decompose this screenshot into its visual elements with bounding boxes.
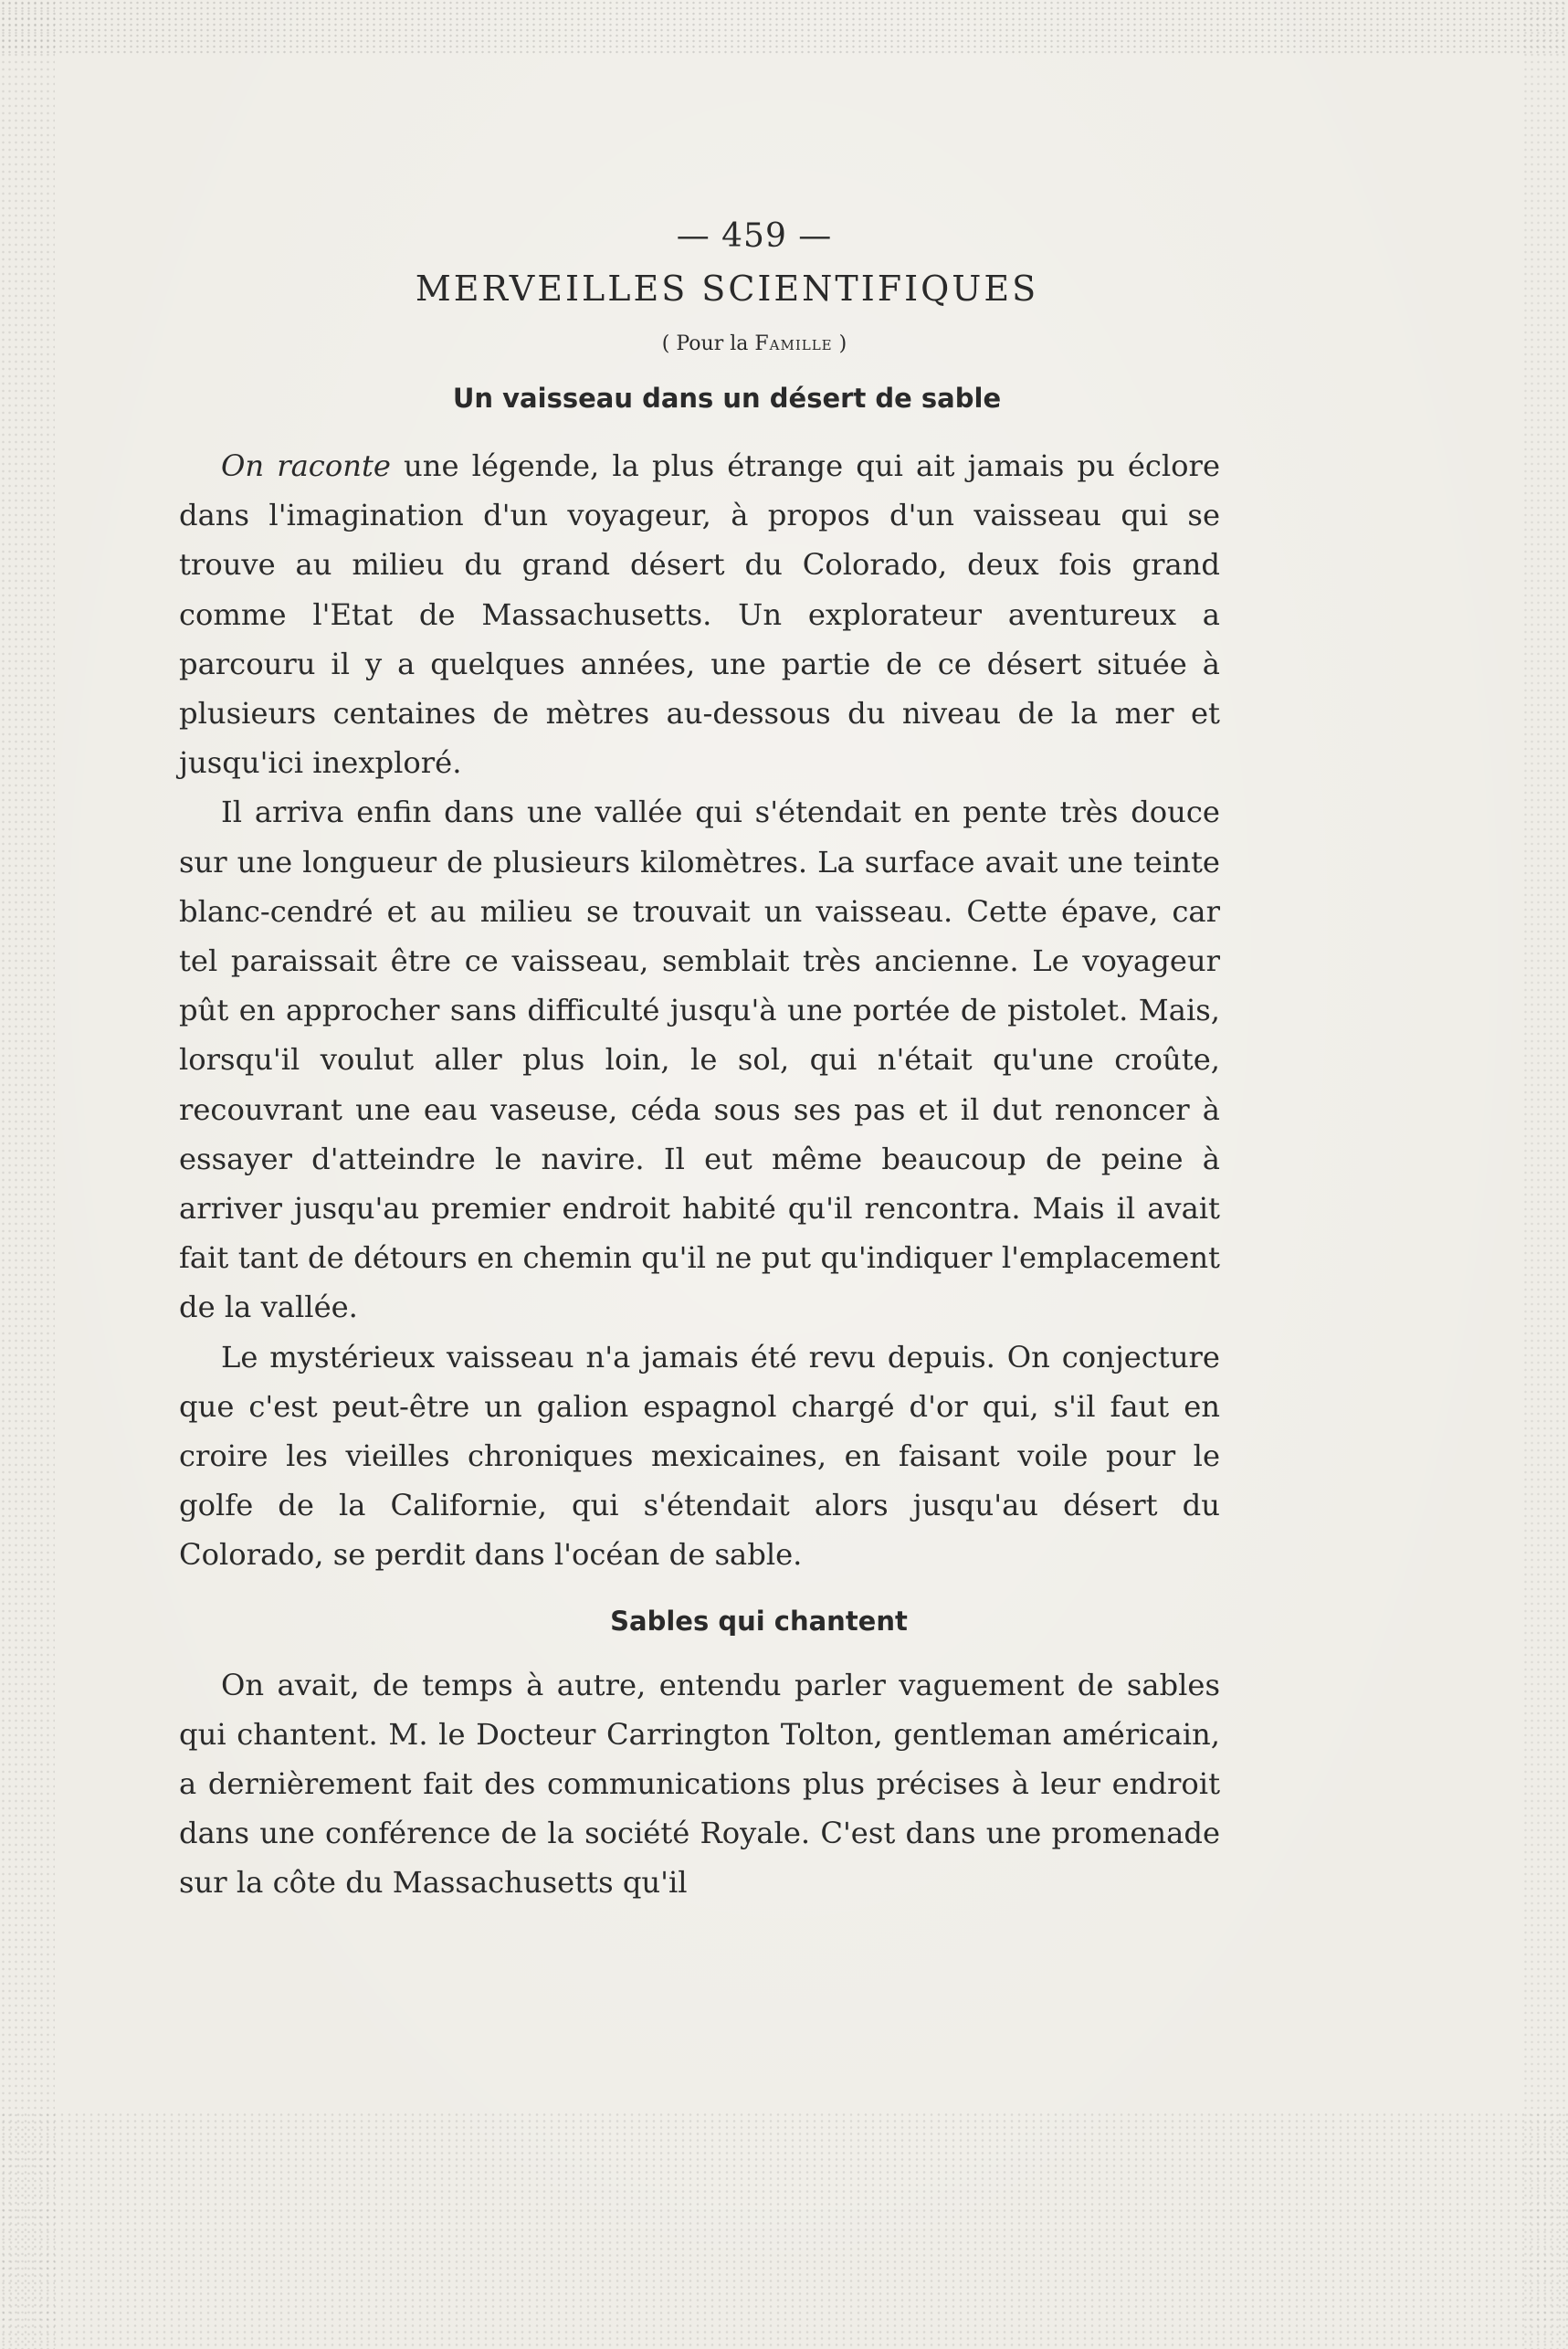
section-heading-vaisseau: Un vaisseau dans un désert de sable <box>452 383 1002 414</box>
paragraph-1 <box>179 441 1220 787</box>
subtitle-prefix: ( Pour la <box>661 332 755 355</box>
scan-noise-bottom <box>0 2112 1568 2349</box>
subtitle-suffix: ) <box>832 332 847 355</box>
paragraph-3: Le mystérieux vaisseau n'a jamais été revu depuis. On conjecture que c'est peut-être un galion espagnol chargé d'or qui, s'il faut en croire les vieilles chroniques mexicaines, en faisant voile pour le golfe de la Californie, qui s'étendait alors jusqu'au désert du Colorado, se perdit dans l'océan de sable. <box>179 1339 1220 1573</box>
page-subtitle <box>179 332 1220 355</box>
scan-noise-left <box>0 0 55 2349</box>
section-heading-sables: Sables qui chantent <box>610 1605 908 1637</box>
page-text <box>179 212 1220 1908</box>
scan-noise-right <box>1522 0 1568 2349</box>
subtitle-famille: Famille <box>754 332 833 355</box>
page-number: — 459 — <box>676 217 833 255</box>
scan-noise-top <box>0 0 1568 55</box>
page-title: MERVEILLES SCIENTIFIQUES <box>415 269 1039 309</box>
paragraph-4: On avait, de temps à autre, entendu parler vaguement de sables qui chantent. M. le Docteur Carrington Tolton, gentleman américain, a dernièrement fait des communications plus précises à leur endroit dans une conférence de la société Royale. C'est dans une promenade sur la côte du Massachusetts qu'il <box>179 1667 1220 1901</box>
paragraph-2: Il arriva enfin dans une vallée qui s'étendait en pente très douce sur une longueur de plusieurs kilomètres. La surface avait une teinte blanc-cendré et au milieu se trouvait un vaisseau. Cette épave, car tel paraissait être ce vaisseau, semblait très ancienne. Le voyageur pût en approcher sans difficulté jusqu'à une portée de pistolet. Mais, lorsqu'il voulut aller plus loin, le sol, qui n'était qu'une croûte, recouvrant une eau vaseuse, céda sous ses pas et il dut renoncer à essayer d'atteindre le navire. Il eut même beaucoup de peine à arriver jusqu'au premier endroit habité qu'il rencontra. Mais il avait fait tant de détours en chemin qu'il ne put qu'indiquer l'emplacement de la vallée. <box>179 795 1220 1325</box>
paragraph-1-italic-opening: On raconte <box>221 448 391 483</box>
paragraph-1-body: une légende, la plus étrange qui ait jamais pu éclore dans l'imagination d'un voyageur, à propos d'un vaisseau qui se trouve au milieu du grand désert du Colorado, deux fois grand comme l'Etat de Massachusetts. Un explorateur aventureux a parcouru il y a quelques années, une partie de ce désert située à plusieurs centaines de mètres au-dessous du niveau de la mer et jusqu'ici inexploré. <box>179 448 1220 781</box>
